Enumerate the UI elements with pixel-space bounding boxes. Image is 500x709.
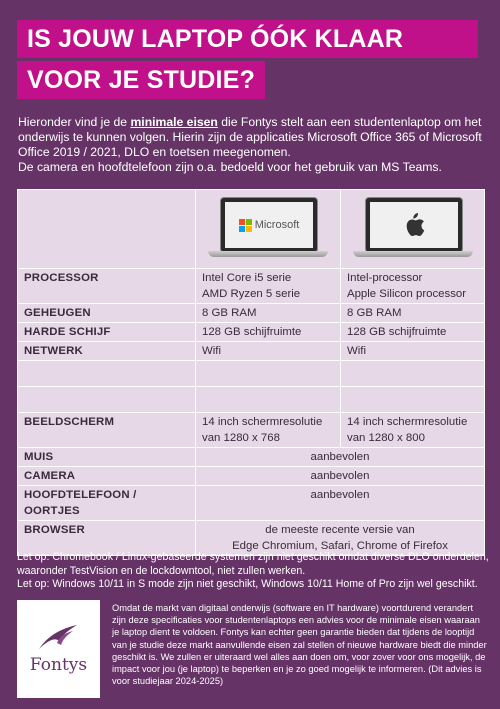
fontys-logo: [17, 600, 100, 698]
table-row-headphones: [18, 486, 485, 521]
table-row-screen: [18, 413, 485, 448]
table-row-mouse: [18, 448, 485, 467]
intro-emphasis: minimale eisen: [130, 115, 218, 129]
notes: [17, 551, 492, 592]
screen-mac: [341, 413, 485, 448]
processor-windows-2: AMD Ryzen 5 serie: [202, 288, 301, 300]
network-mac: Wifi: [341, 342, 485, 361]
label-processor: PROCESSOR: [18, 269, 196, 304]
table-row-memory: [18, 304, 485, 323]
table-row-processor: [18, 269, 485, 304]
memory-windows: 8 GB RAM: [196, 304, 341, 323]
table-row-disk: [18, 323, 485, 342]
header-empty-cell: [18, 190, 196, 269]
label-disk: HARDE SCHIJF: [18, 323, 196, 342]
advice-text: Omdat de markt van digitaal onderwijs (software en IT hardware) voortdurend verandert zijn deze specificaties voor studentenlaptops een advies voor de minimale eisen waaraan je laptop dient te voldoen. Fontys kan echter geen garantie bieden dat tijdens de looptijd van je studie deze markt aanvullende eisen zal stellen of nieuwe hardware biedt die minder geschikt is. We zullen er uiteraard wel alles aan doen om, voor zover voor ons mogelijk, de impact voor jou (je laptop) te beperken en je zo goed mogelijk te informeren. (Dit advies is voor studiejaar 2024-2025): [112, 603, 487, 687]
processor-mac-2: Apple Silicon processor: [347, 288, 467, 300]
label-network: NETWERK: [18, 342, 196, 361]
fontys-bird-icon: [37, 623, 81, 653]
title-line-2: VOOR JE STUDIE?: [17, 61, 265, 99]
processor-windows: [196, 269, 341, 304]
windows-laptop-image: [208, 197, 328, 255]
title-line-1: IS JOUW LAPTOP ÓÓK KLAAR: [17, 20, 478, 58]
intro-pre: Hieronder vind je de: [18, 115, 131, 129]
empty-cell: [341, 387, 485, 413]
table-row-network: [18, 342, 485, 361]
screen-mac-1: 14 inch schermresolutie: [347, 416, 468, 428]
screen-mac-2: van 1280 x 800: [347, 432, 425, 444]
windows-laptop-cell: [196, 190, 341, 269]
intro-post: die Fontys stelt aan een studentenlaptop om het onderwijs te kunnen volgen. Hierin zijn de applicaties Microsoft Office 365 of Microsoft Office 2019 / 2021, DLO en toetsen meegenomen.: [18, 115, 482, 159]
disk-mac: 128 GB schijfruimte: [341, 323, 485, 342]
fontys-logo-text: Fontys: [29, 655, 88, 675]
note-chromebook: Let op: Chromebook / Linux-gebaseerde systemen zijn niet geschikt omdat diverse DLO onderdelen, waaronder TestVision en de lockdowntool, niet zullen werken.: [17, 551, 489, 577]
processor-mac-1: Intel-processor: [347, 272, 423, 284]
empty-cell: [196, 361, 341, 387]
empty-cell: [196, 387, 341, 413]
network-windows: Wifi: [196, 342, 341, 361]
table-row-empty-2: [18, 387, 485, 413]
microsoft-logo-icon: [239, 217, 300, 233]
label-memory: GEHEUGEN: [18, 304, 196, 323]
label-headphones: HOOFDTELEFOON / OORTJES: [18, 486, 196, 521]
browser-value-1: de meeste recente versie van: [265, 524, 415, 536]
table-row-camera: [18, 467, 485, 486]
mac-laptop-image: [353, 197, 473, 255]
spec-table: [17, 189, 485, 556]
mac-laptop-cell: [341, 190, 485, 269]
disk-windows: 128 GB schijfruimte: [196, 323, 341, 342]
intro-text: [18, 115, 488, 175]
camera-value: aanbevolen: [196, 467, 485, 486]
mouse-value: aanbevolen: [196, 448, 485, 467]
note-windows-s-mode: Let op: Windows 10/11 in S mode zijn niet geschikt, Windows 10/11 Home of Pro zijn wel geschikt.: [17, 578, 478, 590]
microsoft-logo-text: Microsoft: [254, 219, 300, 231]
label-camera: CAMERA: [18, 467, 196, 486]
label-mouse: MUIS: [18, 448, 196, 467]
intro-post-2: De camera en hoofdtelefoon zijn o.a. bedoeld voor het gebruik van MS Teams.: [18, 160, 442, 174]
table-header-row: [18, 190, 485, 269]
footer: [17, 600, 487, 698]
screen-windows-2: van 1280 x 768: [202, 432, 280, 444]
headphones-value: aanbevolen: [196, 486, 485, 521]
screen-windows: [196, 413, 341, 448]
screen-windows-1: 14 inch schermresolutie: [202, 416, 323, 428]
browser-value-2: Edge Chromium, Safari, Chrome of Firefox: [232, 540, 448, 552]
empty-cell: [18, 387, 196, 413]
memory-mac: 8 GB RAM: [341, 304, 485, 323]
label-screen: BEELDSCHERM: [18, 413, 196, 448]
processor-mac: [341, 269, 485, 304]
label-browser: BROWSER: [18, 521, 196, 556]
empty-cell: [341, 361, 485, 387]
processor-windows-1: Intel Core i5 serie: [202, 272, 292, 284]
apple-logo-icon: [403, 212, 425, 238]
table-row-empty-1: [18, 361, 485, 387]
empty-cell: [18, 361, 196, 387]
